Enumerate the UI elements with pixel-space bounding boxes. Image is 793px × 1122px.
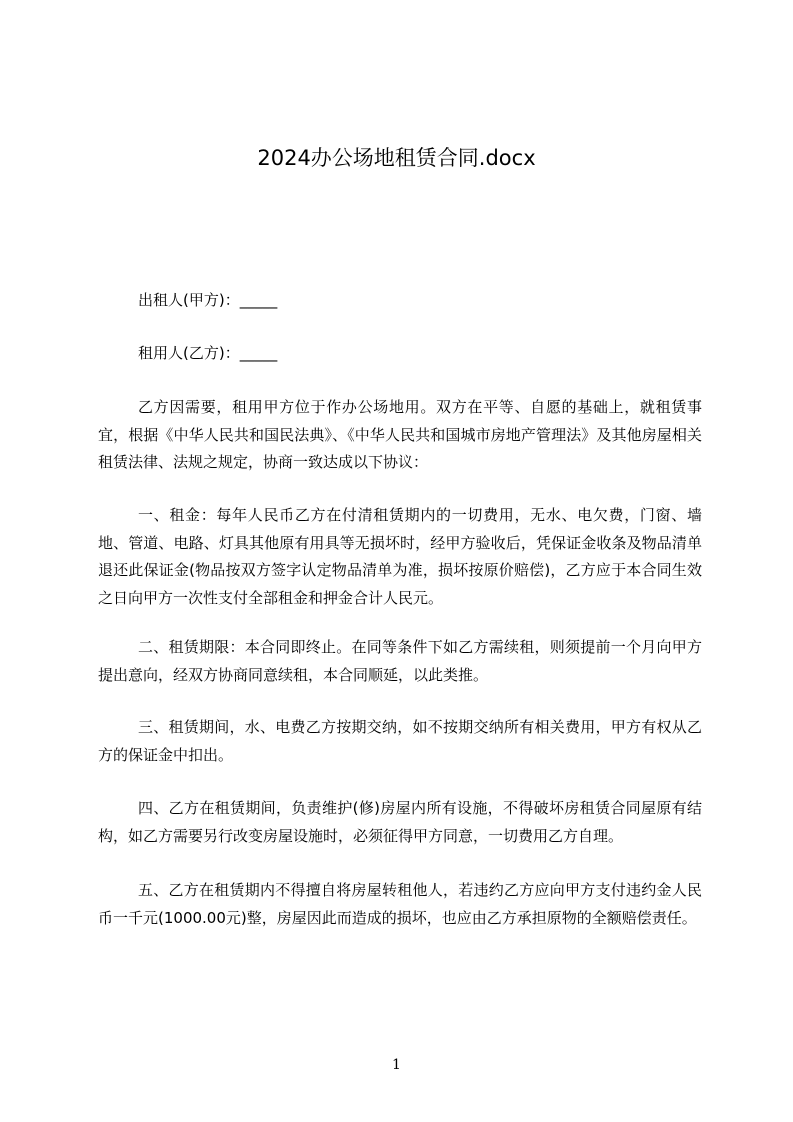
document-title: 2024办公场地租赁合同.docx — [257, 146, 536, 170]
lessor-line: 出租人(甲方)：_____ — [138, 291, 278, 309]
lessee-line: 租用人(乙方)：_____ — [138, 344, 278, 362]
clause-paragraph: 一、租金：每年人民币乙方在付清租赁期内的一切费用，无水、电欠费，门窗、墙地、管道、电路、灯具其他原有用具等无损坏时，经甲方验收后，凭保证金收条及物品清单退还此保证金(物品按双方签字认定物品清单为准，损坏按原价赔偿)，乙方应于本合同生效之日向甲方一次性支付全部租金和押金合计人民元。 — [98, 506, 702, 607]
clause-paragraph: 五、乙方在租赁期内不得擅自将房屋转租他人，若违约乙方应向甲方支付违约金人民币一千元(1000.00元)整，房屋因此而造成的损坏，也应由乙方承担原物的全额赔偿责任。 — [98, 881, 702, 927]
clause-paragraph: 二、租赁期限：本合同即终止。在同等条件下如乙方需续租，则须提前一个月向甲方提出意向，经双方协商同意续租，本合同顺延，以此类推。 — [98, 638, 702, 684]
clause-paragraph: 四、乙方在租赁期间，负责维护(修)房屋内所有设施，不得破坏房租赁合同屋原有结构，如乙方需要另行改变房屋设施时，必须征得甲方同意，一切费用乙方自理。 — [98, 799, 702, 845]
intro-paragraph: 乙方因需要，租用甲方位于作办公场地用。双方在平等、自愿的基础上，就租赁事宜，根据《中华人民共和国民法典》、《中华人民共和国城市房地产管理法》及其他房屋相关租赁法律、法规之规定，协商一致达成以下协议： — [98, 398, 702, 471]
clause-paragraph: 三、租赁期间，水、电费乙方按期交纳，如不按期交纳所有相关费用，甲方有权从乙方的保证金中扣出。 — [98, 718, 702, 764]
page-number: 1 — [392, 1057, 401, 1073]
